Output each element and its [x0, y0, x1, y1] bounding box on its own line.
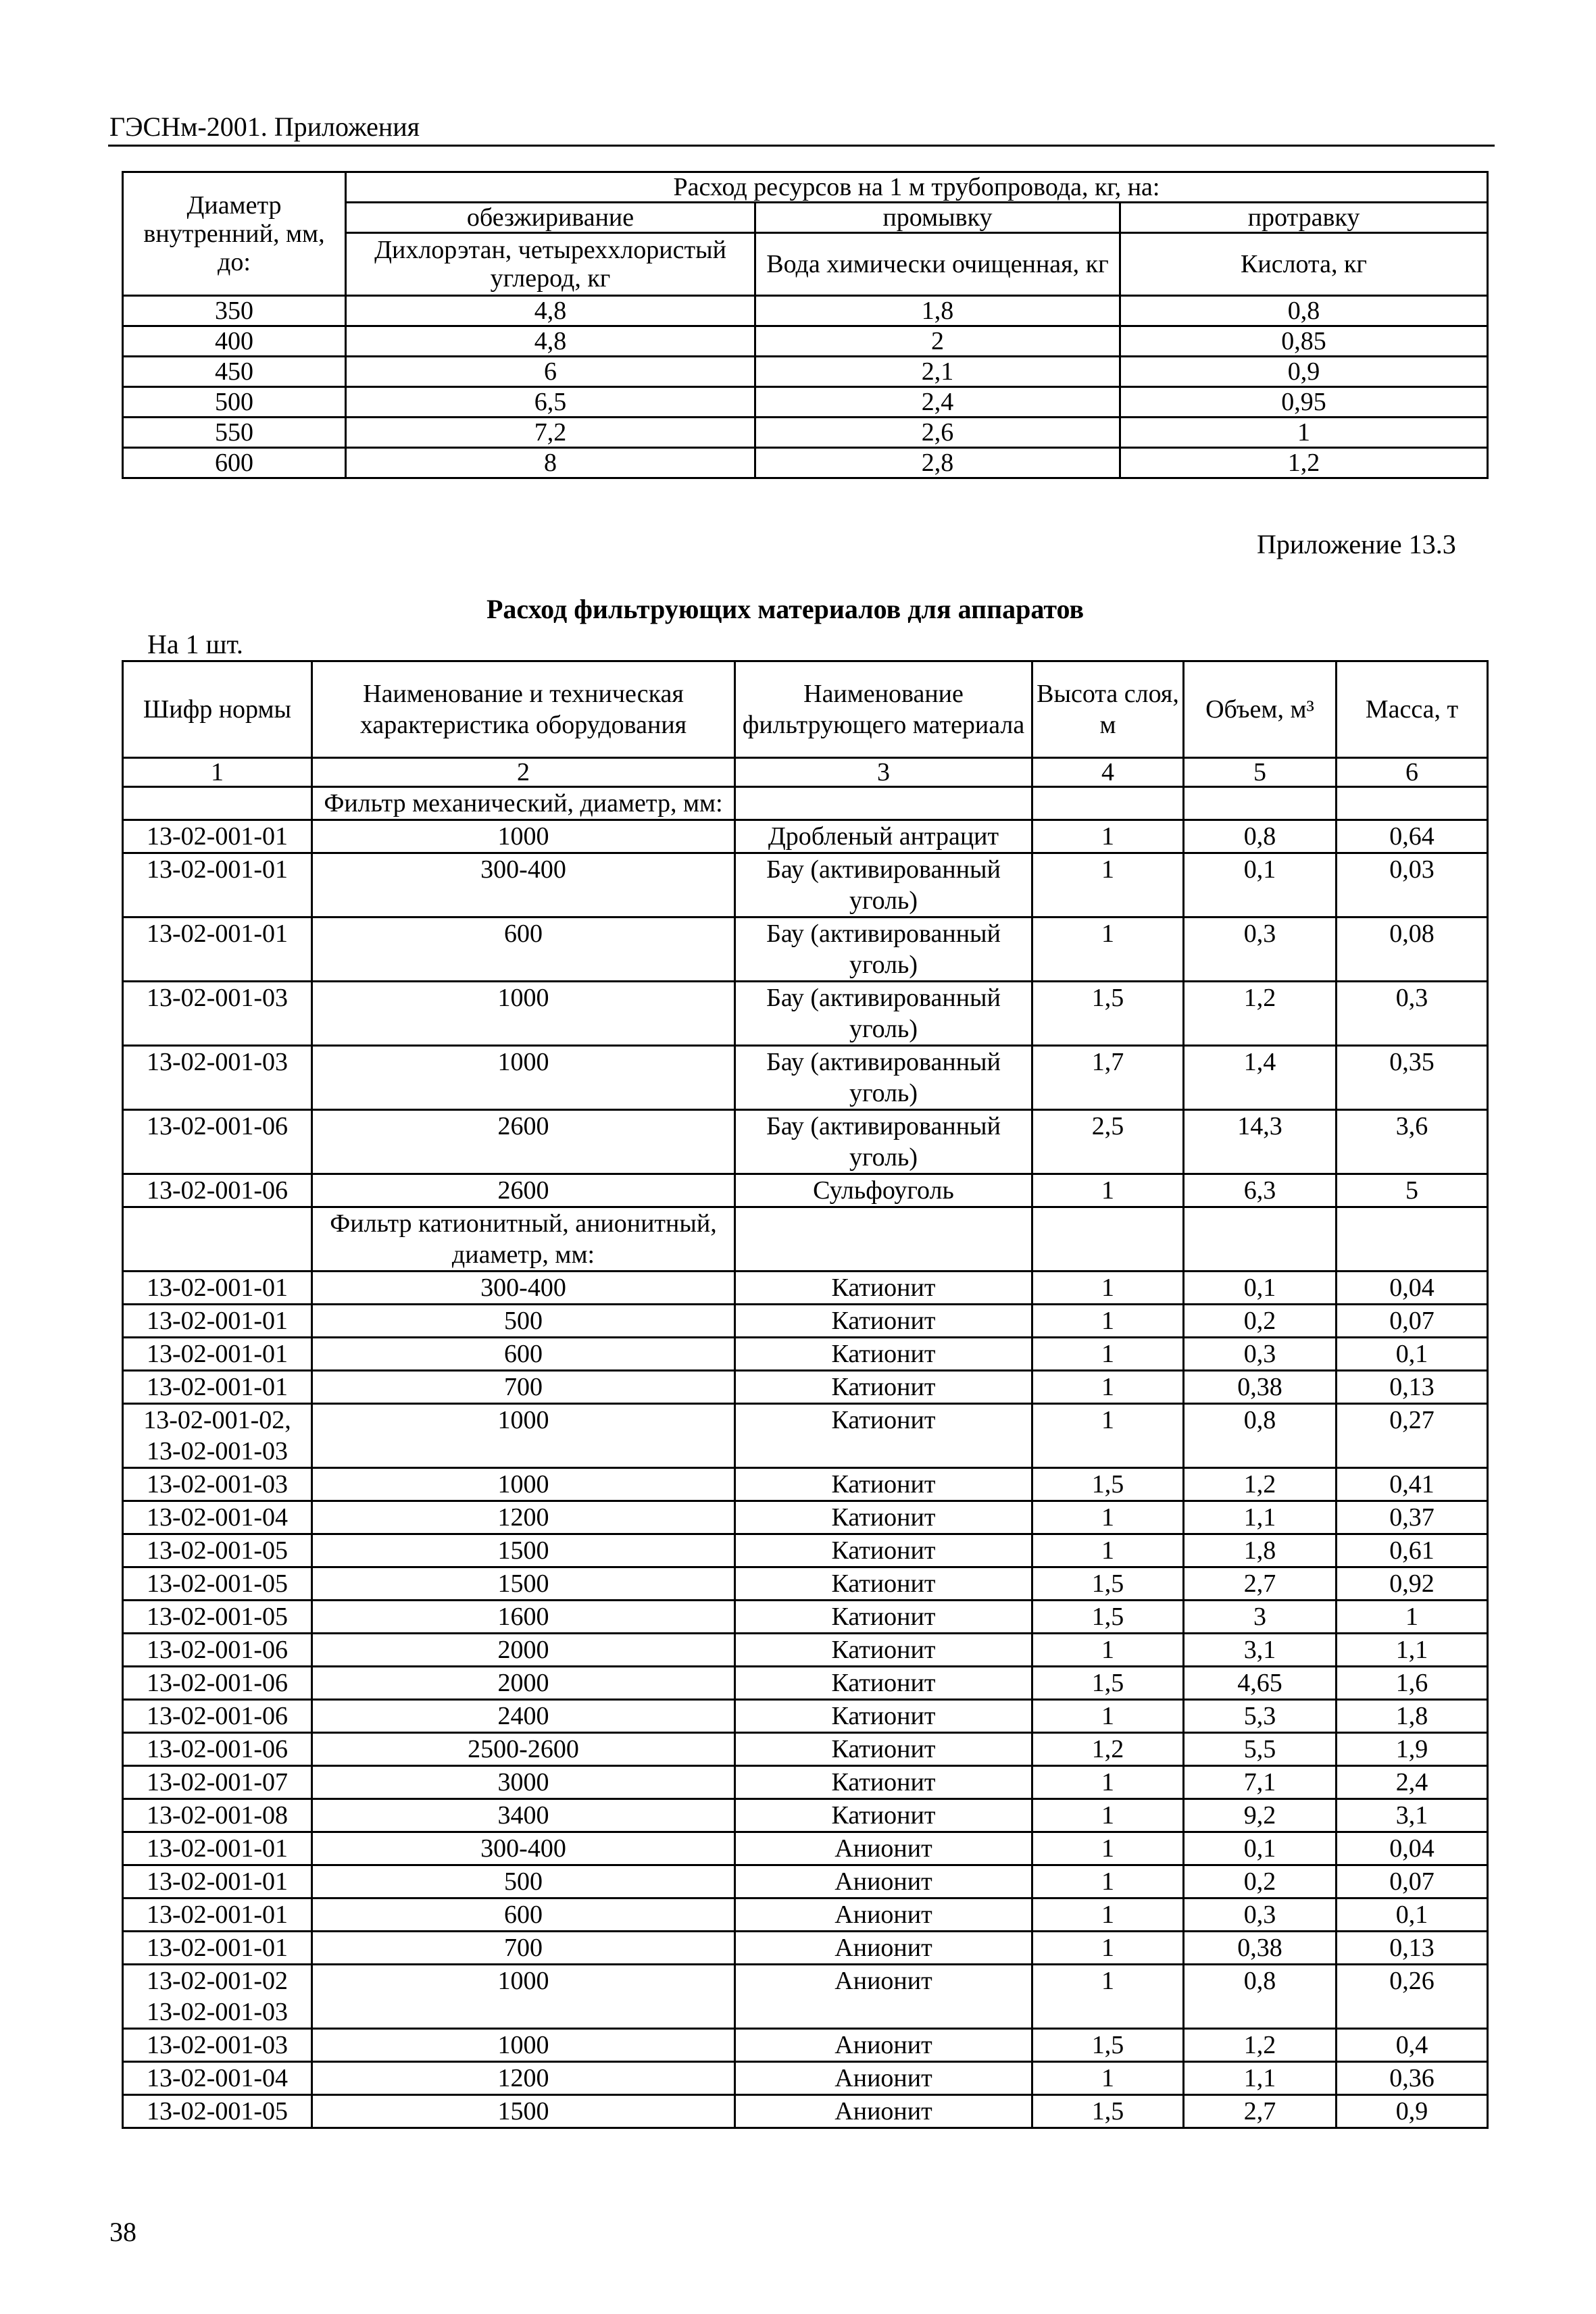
header-equipment: Наименование и техническая характеристика оборудования [312, 661, 735, 758]
page-header-title: ГЭСНм-2001. Приложения [109, 111, 420, 142]
table-cell: 13-02-001-01 [123, 853, 312, 917]
table-cell: Катионит [735, 1799, 1032, 1832]
table-cell: 1200 [312, 2062, 735, 2095]
table-cell: 0,35 [1337, 1046, 1488, 1110]
table-row [123, 1832, 1488, 1865]
table-cell: Фильтр механический, диаметр, мм: [312, 787, 735, 820]
table-row [123, 1567, 1488, 1601]
table-cell: 1 [1032, 1799, 1184, 1832]
table-row [123, 1404, 1488, 1468]
table-row [123, 1634, 1488, 1667]
appendix-label: Приложение 13.3 [1257, 529, 1456, 559]
col-number: 1 [123, 758, 312, 787]
table-cell: 2000 [312, 1667, 735, 1700]
table-cell: 0,1 [1337, 1338, 1488, 1371]
table-cell: 3 [1184, 1601, 1337, 1634]
table-cell: 1,8 [1337, 1700, 1488, 1733]
table-cell: 0,4 [1337, 2029, 1488, 2062]
table-cell: Анионит [735, 1898, 1032, 1932]
table-row [123, 1766, 1488, 1799]
table-cell: 0,41 [1337, 1468, 1488, 1501]
table-cell: 2,7 [1184, 1567, 1337, 1601]
table-cell: Анионит [735, 1965, 1032, 2029]
table-cell: 4,8 [346, 326, 755, 357]
diameter-header: Диаметр внутренний, мм, до: [123, 172, 346, 296]
table-cell: 13-02-001-02 13-02-001-03 [123, 1965, 312, 2029]
material-acid: Кислота, кг [1120, 233, 1488, 296]
table-cell: 13-02-001-01 [123, 1338, 312, 1371]
table-cell: 3,1 [1337, 1799, 1488, 1832]
table-cell: 1,5 [1032, 1468, 1184, 1501]
table-cell: 1 [1032, 1965, 1184, 2029]
table-cell: Катионит [735, 1501, 1032, 1534]
table-cell: 1000 [312, 1046, 735, 1110]
table-cell: 0,08 [1337, 917, 1488, 982]
table-cell: 600 [123, 448, 346, 478]
table-cell: Катионит [735, 1634, 1032, 1667]
table-cell [1184, 787, 1337, 820]
table-cell: 300-400 [312, 1272, 735, 1305]
table-cell: 1000 [312, 1965, 735, 2029]
unit-label: На 1 шт. [147, 629, 243, 659]
table-cell: 1 [1032, 1404, 1184, 1468]
table-cell: Бау (активированный уголь) [735, 1046, 1032, 1110]
table-row [123, 853, 1488, 917]
table-cell: Фильтр катионитный, анионитный, диаметр, мм: [312, 1207, 735, 1272]
table-cell: 1000 [312, 1404, 735, 1468]
table-cell: Катионит [735, 1371, 1032, 1404]
table-cell: 400 [123, 326, 346, 357]
table-cell: Катионит [735, 1733, 1032, 1766]
header-filter-material: Наименование фильтрующего материала [735, 661, 1032, 758]
table-cell: Бау (активированный уголь) [735, 917, 1032, 982]
subheader-etching: протравку [1120, 203, 1488, 233]
table-cell: 0,26 [1337, 1965, 1488, 2029]
table-cell: 13-02-001-01 [123, 1898, 312, 1932]
table-row [123, 357, 1488, 387]
table-cell: 13-02-001-06 [123, 1174, 312, 1207]
table-cell: 13-02-001-03 [123, 1468, 312, 1501]
table-row [123, 1305, 1488, 1338]
table-cell: Анионит [735, 2062, 1032, 2095]
table-row [123, 387, 1488, 418]
table-cell: 500 [312, 1865, 735, 1898]
table-row [123, 2095, 1488, 2128]
table-cell [1032, 787, 1184, 820]
table-cell: 1500 [312, 1567, 735, 1601]
table-cell: 1500 [312, 2095, 735, 2128]
table-cell: 2,6 [755, 418, 1120, 448]
table-cell: 0,13 [1337, 1371, 1488, 1404]
table-row [123, 1501, 1488, 1534]
table-cell: 1,8 [755, 296, 1120, 326]
table-cell: 1 [1032, 1700, 1184, 1733]
table-cell: 0,64 [1337, 820, 1488, 853]
table-cell: 0,07 [1337, 1865, 1488, 1898]
table-row [123, 1110, 1488, 1174]
filter-materials-table [122, 660, 1489, 2129]
table-cell [735, 1207, 1032, 1272]
table-cell: 13-02-001-08 [123, 1799, 312, 1832]
table-cell [123, 1207, 312, 1272]
table-cell: 6,3 [1184, 1174, 1337, 1207]
table-cell: 5,5 [1184, 1733, 1337, 1766]
table-cell: 1,9 [1337, 1733, 1488, 1766]
table-cell: 600 [312, 1898, 735, 1932]
table-cell [1337, 1207, 1488, 1272]
table-cell: 3,1 [1184, 1634, 1337, 1667]
table-cell: 300-400 [312, 1832, 735, 1865]
table-row [123, 1272, 1488, 1305]
subheader-degreasing: обезжиривание [346, 203, 755, 233]
table-cell: 5,3 [1184, 1700, 1337, 1733]
col-number: 5 [1184, 758, 1337, 787]
table-cell: 1 [1032, 1501, 1184, 1534]
table-cell: 1,7 [1032, 1046, 1184, 1110]
table-cell: 8 [346, 448, 755, 478]
table-cell: 2,5 [1032, 1110, 1184, 1174]
table-cell: 1 [1032, 853, 1184, 917]
table-cell: 1 [1032, 1174, 1184, 1207]
table-cell: 2,4 [755, 387, 1120, 418]
table-row [123, 2062, 1488, 2095]
table-cell: 4,65 [1184, 1667, 1337, 1700]
table-cell: 1 [1032, 1371, 1184, 1404]
table-cell: 0,61 [1337, 1534, 1488, 1567]
table-cell: 550 [123, 418, 346, 448]
table-cell: 2,1 [755, 357, 1120, 387]
table-cell: 350 [123, 296, 346, 326]
table-cell: 0,36 [1337, 2062, 1488, 2095]
table-row [123, 1865, 1488, 1898]
table-cell: Бау (активированный уголь) [735, 982, 1032, 1046]
table-cell: 0,1 [1184, 1832, 1337, 1865]
table-cell: 0,3 [1184, 1898, 1337, 1932]
table-cell: 1 [1032, 2062, 1184, 2095]
table-cell: 0,8 [1184, 820, 1337, 853]
table-cell: Анионит [735, 1932, 1032, 1965]
table-cell: 1,1 [1184, 2062, 1337, 2095]
table-cell: 1 [1120, 418, 1488, 448]
material-solvent: Дихлорэтан, четыреххлористый углерод, кг [346, 233, 755, 296]
page-number: 38 [109, 2217, 136, 2247]
table-cell: 1 [1032, 1272, 1184, 1305]
table-cell: 2500-2600 [312, 1733, 735, 1766]
header-norm-code: Шифр нормы [123, 661, 312, 758]
table-cell: 1 [1032, 1305, 1184, 1338]
table-cell: 500 [123, 387, 346, 418]
table-cell: 0,9 [1337, 2095, 1488, 2128]
table-row [123, 448, 1488, 478]
table-cell: 2 [755, 326, 1120, 357]
table-cell: 0,1 [1184, 853, 1337, 917]
table-cell: 1 [1032, 1534, 1184, 1567]
table-cell: 4,8 [346, 296, 755, 326]
table-cell: 2600 [312, 1174, 735, 1207]
table-cell: 1000 [312, 982, 735, 1046]
table-cell: 13-02-001-01 [123, 1371, 312, 1404]
table-cell: 13-02-001-05 [123, 2095, 312, 2128]
table-cell: Катионит [735, 1766, 1032, 1799]
table-row [123, 820, 1488, 853]
table-cell: Катионит [735, 1601, 1032, 1634]
subheader-flushing: промывку [755, 203, 1120, 233]
table-cell: Дробленый антрацит [735, 820, 1032, 853]
table-row [123, 1733, 1488, 1766]
table-cell: 0,1 [1184, 1272, 1337, 1305]
table-cell: 1,5 [1032, 2095, 1184, 2128]
table-cell: 2,8 [755, 448, 1120, 478]
table-cell: 13-02-001-02, 13-02-001-03 [123, 1404, 312, 1468]
table-cell: 0,3 [1184, 917, 1337, 982]
pipeline-resource-table [122, 171, 1489, 479]
table-cell: 13-02-001-06 [123, 1634, 312, 1667]
table-cell: 2600 [312, 1110, 735, 1174]
table-cell: Анионит [735, 2095, 1032, 2128]
table-cell: 2400 [312, 1700, 735, 1733]
table-cell: 3000 [312, 1766, 735, 1799]
table-cell: 1,8 [1184, 1534, 1337, 1567]
table-cell: 13-02-001-03 [123, 2029, 312, 2062]
table-cell: 7,2 [346, 418, 755, 448]
table-cell: 1,2 [1032, 1733, 1184, 1766]
table-cell: 700 [312, 1932, 735, 1965]
table-cell: 0,04 [1337, 1832, 1488, 1865]
table-cell: 0,85 [1120, 326, 1488, 357]
table-row [123, 1338, 1488, 1371]
table-row [123, 1601, 1488, 1634]
table-row [123, 1965, 1488, 2029]
table-cell: 0,2 [1184, 1865, 1337, 1898]
table-row [123, 1468, 1488, 1501]
table-cell: 13-02-001-01 [123, 1865, 312, 1898]
table-cell: 13-02-001-06 [123, 1700, 312, 1733]
table-cell: 1,2 [1184, 1468, 1337, 1501]
table-cell: 7,1 [1184, 1766, 1337, 1799]
table-cell: 1,6 [1337, 1667, 1488, 1700]
table-cell: 0,9 [1120, 357, 1488, 387]
col-number: 3 [735, 758, 1032, 787]
table-cell: 1,4 [1184, 1046, 1337, 1110]
table-cell: 450 [123, 357, 346, 387]
material-water: Вода химически очищенная, кг [755, 233, 1120, 296]
table-row [123, 296, 1488, 326]
table-cell: 1,2 [1184, 2029, 1337, 2062]
table-cell: 0,3 [1337, 982, 1488, 1046]
table-cell: Катионит [735, 1404, 1032, 1468]
table-cell: 300-400 [312, 853, 735, 917]
table-cell: 13-02-001-01 [123, 1272, 312, 1305]
table-cell: Катионит [735, 1567, 1032, 1601]
table-cell: 5 [1337, 1174, 1488, 1207]
header-mass: Масса, т [1337, 661, 1488, 758]
table-cell: 1 [1337, 1601, 1488, 1634]
table-row [123, 917, 1488, 982]
table-cell: 1,5 [1032, 1667, 1184, 1700]
table-cell: 1 [1032, 820, 1184, 853]
table-cell: 6,5 [346, 387, 755, 418]
header-rule [108, 145, 1495, 147]
table-cell: 1,5 [1032, 1601, 1184, 1634]
col-number: 2 [312, 758, 735, 787]
table-cell [1337, 787, 1488, 820]
table-cell: 13-02-001-07 [123, 1766, 312, 1799]
table-cell: 13-02-001-01 [123, 917, 312, 982]
table-cell: Бау (активированный уголь) [735, 853, 1032, 917]
table-cell: 0,95 [1120, 387, 1488, 418]
table-row [123, 1932, 1488, 1965]
table-cell: 13-02-001-01 [123, 820, 312, 853]
table-cell: 1600 [312, 1601, 735, 1634]
table-cell: Анионит [735, 1832, 1032, 1865]
table-row [123, 418, 1488, 448]
table-cell: 3400 [312, 1799, 735, 1832]
table-cell: 13-02-001-05 [123, 1567, 312, 1601]
table-cell: 0,2 [1184, 1305, 1337, 1338]
table-cell: 1 [1032, 1634, 1184, 1667]
table-cell: 13-02-001-03 [123, 1046, 312, 1110]
table-cell: Бау (активированный уголь) [735, 1110, 1032, 1174]
col-number: 6 [1337, 758, 1488, 787]
table-cell: 0,04 [1337, 1272, 1488, 1305]
table-cell: Катионит [735, 1534, 1032, 1567]
table-cell: 13-02-001-06 [123, 1733, 312, 1766]
table-cell: 600 [312, 917, 735, 982]
table-cell: 1 [1032, 1832, 1184, 1865]
table-cell: 0,03 [1337, 853, 1488, 917]
table-cell: 0,13 [1337, 1932, 1488, 1965]
table-cell [123, 787, 312, 820]
table-cell: Анионит [735, 1865, 1032, 1898]
table-cell: 1 [1032, 1898, 1184, 1932]
table-cell: 0,27 [1337, 1404, 1488, 1468]
table-cell: 13-02-001-05 [123, 1601, 312, 1634]
table-row [123, 1046, 1488, 1110]
table-row [123, 1799, 1488, 1832]
table-cell: 13-02-001-06 [123, 1667, 312, 1700]
table-cell: 1200 [312, 1501, 735, 1534]
table-cell: 13-02-001-04 [123, 1501, 312, 1534]
table-cell: 1 [1032, 1932, 1184, 1965]
table-cell: 0,38 [1184, 1932, 1337, 1965]
table-cell: 500 [312, 1305, 735, 1338]
table-cell: 0,07 [1337, 1305, 1488, 1338]
table-cell: 0,8 [1184, 1404, 1337, 1468]
table-cell: 700 [312, 1371, 735, 1404]
table-cell: 1,1 [1184, 1501, 1337, 1534]
header-layer-height: Высота слоя, м [1032, 661, 1184, 758]
table-row [123, 1174, 1488, 1207]
table-cell: 1000 [312, 820, 735, 853]
table-cell: 13-02-001-01 [123, 1832, 312, 1865]
table-cell: 9,2 [1184, 1799, 1337, 1832]
table-row [123, 787, 1488, 820]
table-cell: Катионит [735, 1338, 1032, 1371]
table-row [123, 326, 1488, 357]
table-cell: 13-02-001-03 [123, 982, 312, 1046]
table-cell: 1,2 [1120, 448, 1488, 478]
table-cell: 13-02-001-06 [123, 1110, 312, 1174]
table-cell: 1500 [312, 1534, 735, 1567]
col-number: 4 [1032, 758, 1184, 787]
table-cell: Катионит [735, 1667, 1032, 1700]
table-cell: Сульфоуголь [735, 1174, 1032, 1207]
header-volume: Объем, м³ [1184, 661, 1337, 758]
table-cell: 0,92 [1337, 1567, 1488, 1601]
table-cell: 13-02-001-01 [123, 1305, 312, 1338]
table-row [123, 1534, 1488, 1567]
table-cell [1184, 1207, 1337, 1272]
table-cell: 2,7 [1184, 2095, 1337, 2128]
table-cell: 1000 [312, 1468, 735, 1501]
table-cell: 1,5 [1032, 2029, 1184, 2062]
table-cell: 0,38 [1184, 1371, 1337, 1404]
table-cell: 13-02-001-05 [123, 1534, 312, 1567]
table-cell: 2,4 [1337, 1766, 1488, 1799]
table-cell: 0,1 [1337, 1898, 1488, 1932]
table-cell: 1,5 [1032, 1567, 1184, 1601]
table-row [123, 1371, 1488, 1404]
table-cell: 600 [312, 1338, 735, 1371]
table-cell [735, 787, 1032, 820]
table-cell: 2000 [312, 1634, 735, 1667]
table-row [123, 1898, 1488, 1932]
table-cell [1032, 1207, 1184, 1272]
table-cell: Катионит [735, 1272, 1032, 1305]
table-cell: 13-02-001-01 [123, 1932, 312, 1965]
table-cell: 0,3 [1184, 1338, 1337, 1371]
table-cell: 0,8 [1184, 1965, 1337, 2029]
table-cell: Анионит [735, 2029, 1032, 2062]
table-cell: 6 [346, 357, 755, 387]
table-cell: 1,1 [1337, 1634, 1488, 1667]
table-cell: 1 [1032, 1766, 1184, 1799]
table-cell: 0,8 [1120, 296, 1488, 326]
table-row [123, 982, 1488, 1046]
table-cell: 1 [1032, 1338, 1184, 1371]
table-cell: 0,37 [1337, 1501, 1488, 1534]
table-row [123, 2029, 1488, 2062]
table-row [123, 1667, 1488, 1700]
table-cell: 1,2 [1184, 982, 1337, 1046]
table-cell: Катионит [735, 1700, 1032, 1733]
table-cell: 3,6 [1337, 1110, 1488, 1174]
table-cell: 1000 [312, 2029, 735, 2062]
table-cell: 13-02-001-04 [123, 2062, 312, 2095]
table-cell: Катионит [735, 1468, 1032, 1501]
table-cell: 1,5 [1032, 982, 1184, 1046]
section-title: Расход фильтрующих материалов для аппаратов [487, 594, 1084, 624]
table-row [123, 1207, 1488, 1272]
table-row [123, 1700, 1488, 1733]
table-cell: 1 [1032, 1865, 1184, 1898]
table-cell: 14,3 [1184, 1110, 1337, 1174]
table-cell: 1 [1032, 917, 1184, 982]
table-cell: Катионит [735, 1305, 1032, 1338]
resource-group-header: Расход ресурсов на 1 м трубопровода, кг, на: [346, 172, 1488, 203]
